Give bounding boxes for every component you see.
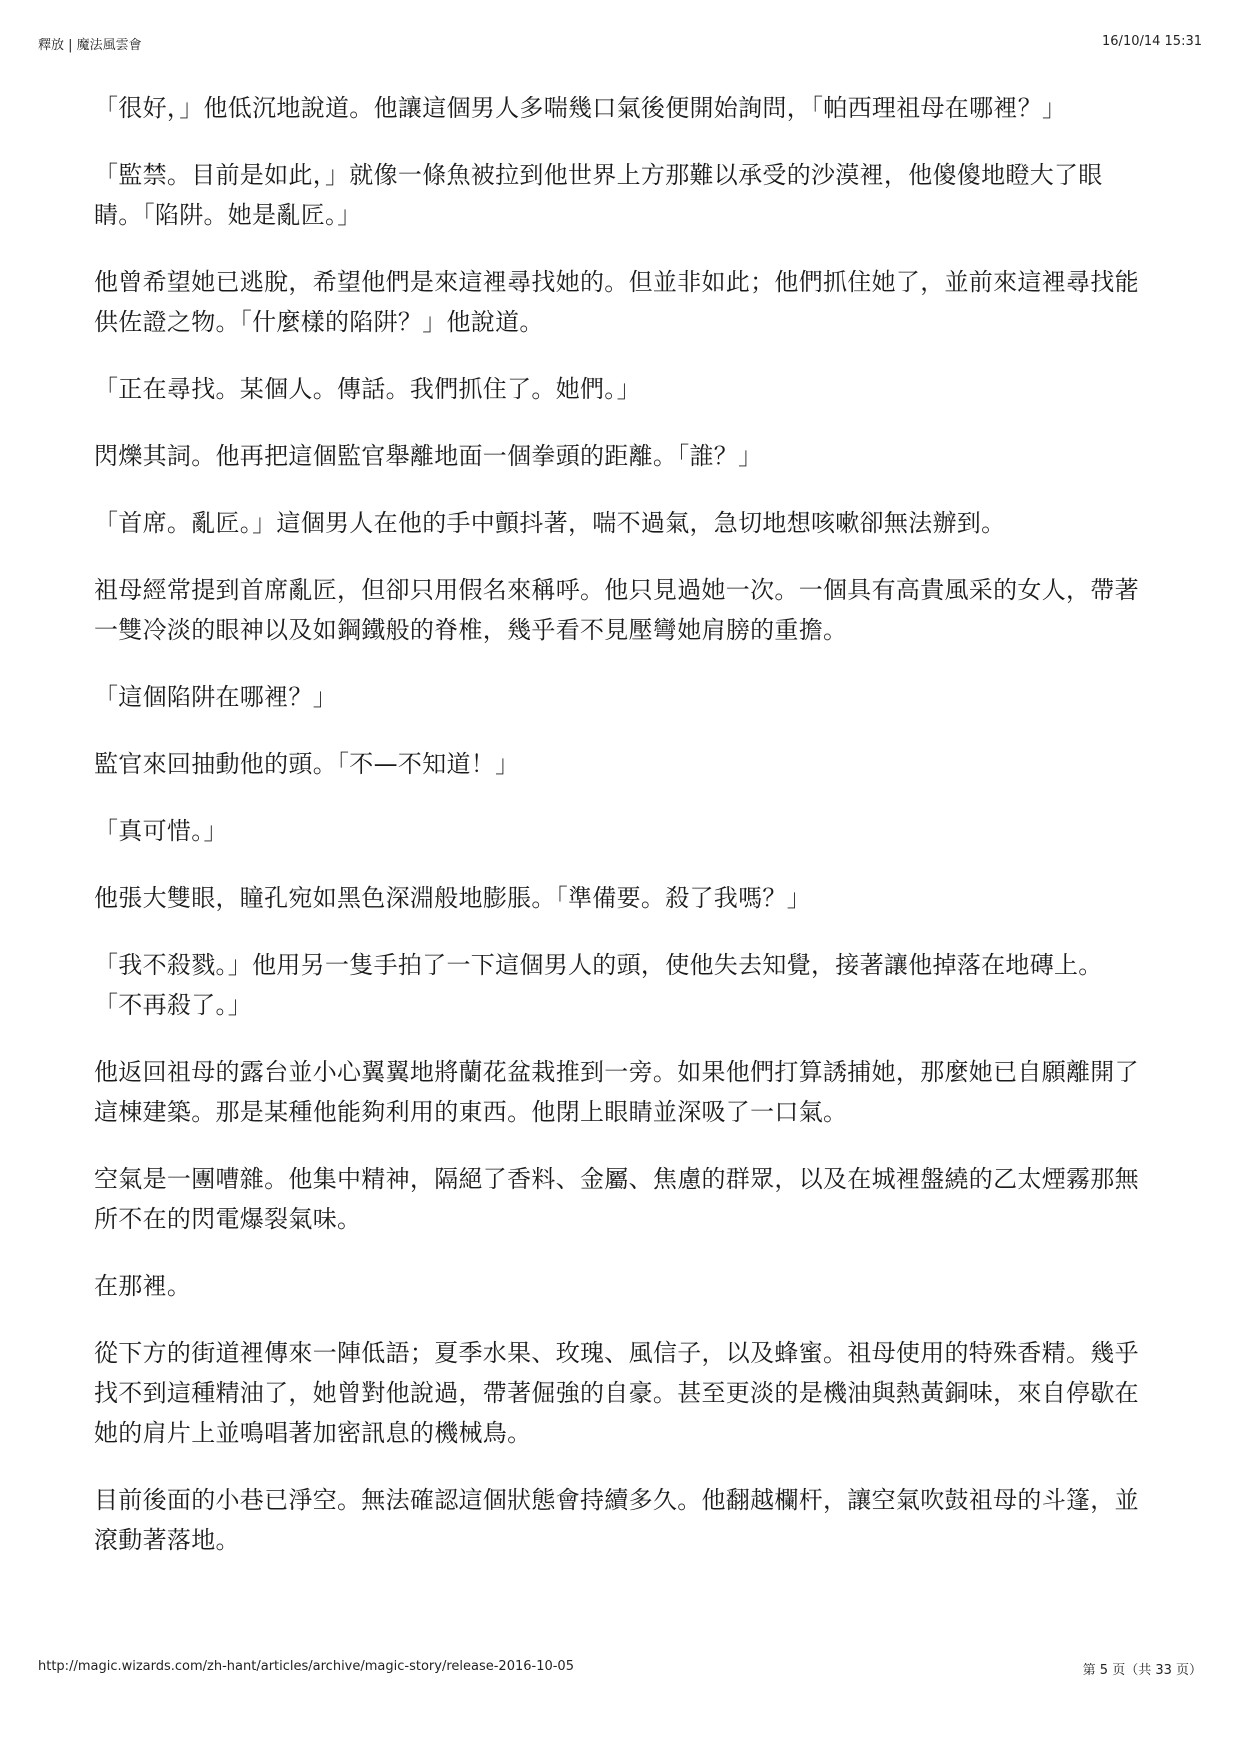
page-number: 第 5 页（共 33 页） bbox=[1082, 1663, 1202, 1678]
paragraph: 「很好，」他低沉地說道。他讓這個男人多喘幾口氣後便開始詢問，「帕西理祖母在哪裡？」 bbox=[94, 94, 1067, 122]
paragraph: 「正在尋找。某個人。傳話。我們抓住了。她們。」 bbox=[94, 375, 641, 403]
page-title: 釋放 | 魔法風雲會 bbox=[38, 38, 142, 53]
paragraph: 空氣是一團嘈雜。他集中精神，隔絕了香料、金屬、焦慮的群眾，以及在城裡盤繞的乙太煙霧那無所不在的閃電爆裂氣味。 bbox=[94, 1165, 1139, 1233]
paragraph: 「真可惜。」 bbox=[94, 817, 228, 845]
print-datetime: 16/10/14 15:31 bbox=[1102, 34, 1202, 49]
paragraph: 「這個陷阱在哪裡？」 bbox=[94, 683, 337, 711]
paragraph: 他張大雙眼，瞳孔宛如黑色深淵般地膨脹。「準備要。殺了我嗎？」 bbox=[94, 884, 811, 912]
paragraph: 「首席。亂匠。」這個男人在他的手中顫抖著，喘不過氣，急切地想咳嗽卻無法辦到。 bbox=[94, 509, 1006, 537]
paragraph: 從下方的街道裡傳來一陣低語；夏季水果、玫瑰、風信子，以及蜂蜜。祖母使用的特殊香精。幾乎找不到這種精油了，她曾對他說過，帶著倔強的自豪。甚至更淡的是機油與熱黃銅味，來自停歇在她的肩片上並鳴唱著加密訊息的機械鳥。 bbox=[94, 1339, 1139, 1447]
paragraph: 他返回祖母的露台並小心翼翼地將蘭花盆栽推到一旁。如果他們打算誘捕她，那麼她已自願離開了這棟建築。那是某種他能夠利用的東西。他閉上眼睛並深吸了一口氣。 bbox=[94, 1058, 1139, 1126]
paragraph: 監官來回抽動他的頭。「不—不知道！」 bbox=[94, 750, 520, 778]
article-body bbox=[94, 88, 1144, 1587]
paragraph: 閃爍其詞。他再把這個監官舉離地面一個拳頭的距離。「誰？」 bbox=[94, 442, 763, 470]
paragraph: 「監禁。目前是如此，」就像一條魚被拉到他世界上方那難以承受的沙漠裡，他傻傻地瞪大了眼睛。「陷阱。她是亂匠。」 bbox=[94, 161, 1103, 229]
paragraph: 在那裡。 bbox=[94, 1272, 192, 1300]
paragraph: 祖母經常提到首席亂匠，但卻只用假名來稱呼。他只見過她一次。一個具有高貴風采的女人，帶著一雙冷淡的眼神以及如鋼鐵般的脊椎，幾乎看不見壓彎她肩膀的重擔。 bbox=[94, 576, 1139, 644]
paragraph: 目前後面的小巷已淨空。無法確認這個狀態會持續多久。他翻越欄杆，讓空氣吹鼓祖母的斗篷，並滾動著落地。 bbox=[94, 1486, 1139, 1554]
page-url: http://magic.wizards.com/zh-hant/articles/archive/magic-story/release-2016-10-05 bbox=[38, 1659, 574, 1674]
print-footer bbox=[38, 1659, 1202, 1679]
print-header bbox=[38, 34, 1202, 54]
paragraph: 「我不殺戮。」他用另一隻手拍了一下這個男人的頭，使他失去知覺，接著讓他掉落在地磚上。 「不再殺了。」 bbox=[94, 951, 1103, 1019]
paragraph: 他曾希望她已逃脫，希望他們是來這裡尋找她的。但並非如此；他們抓住她了，並前來這裡尋找能供佐證之物。「什麼樣的陷阱？」他說道。 bbox=[94, 268, 1139, 336]
